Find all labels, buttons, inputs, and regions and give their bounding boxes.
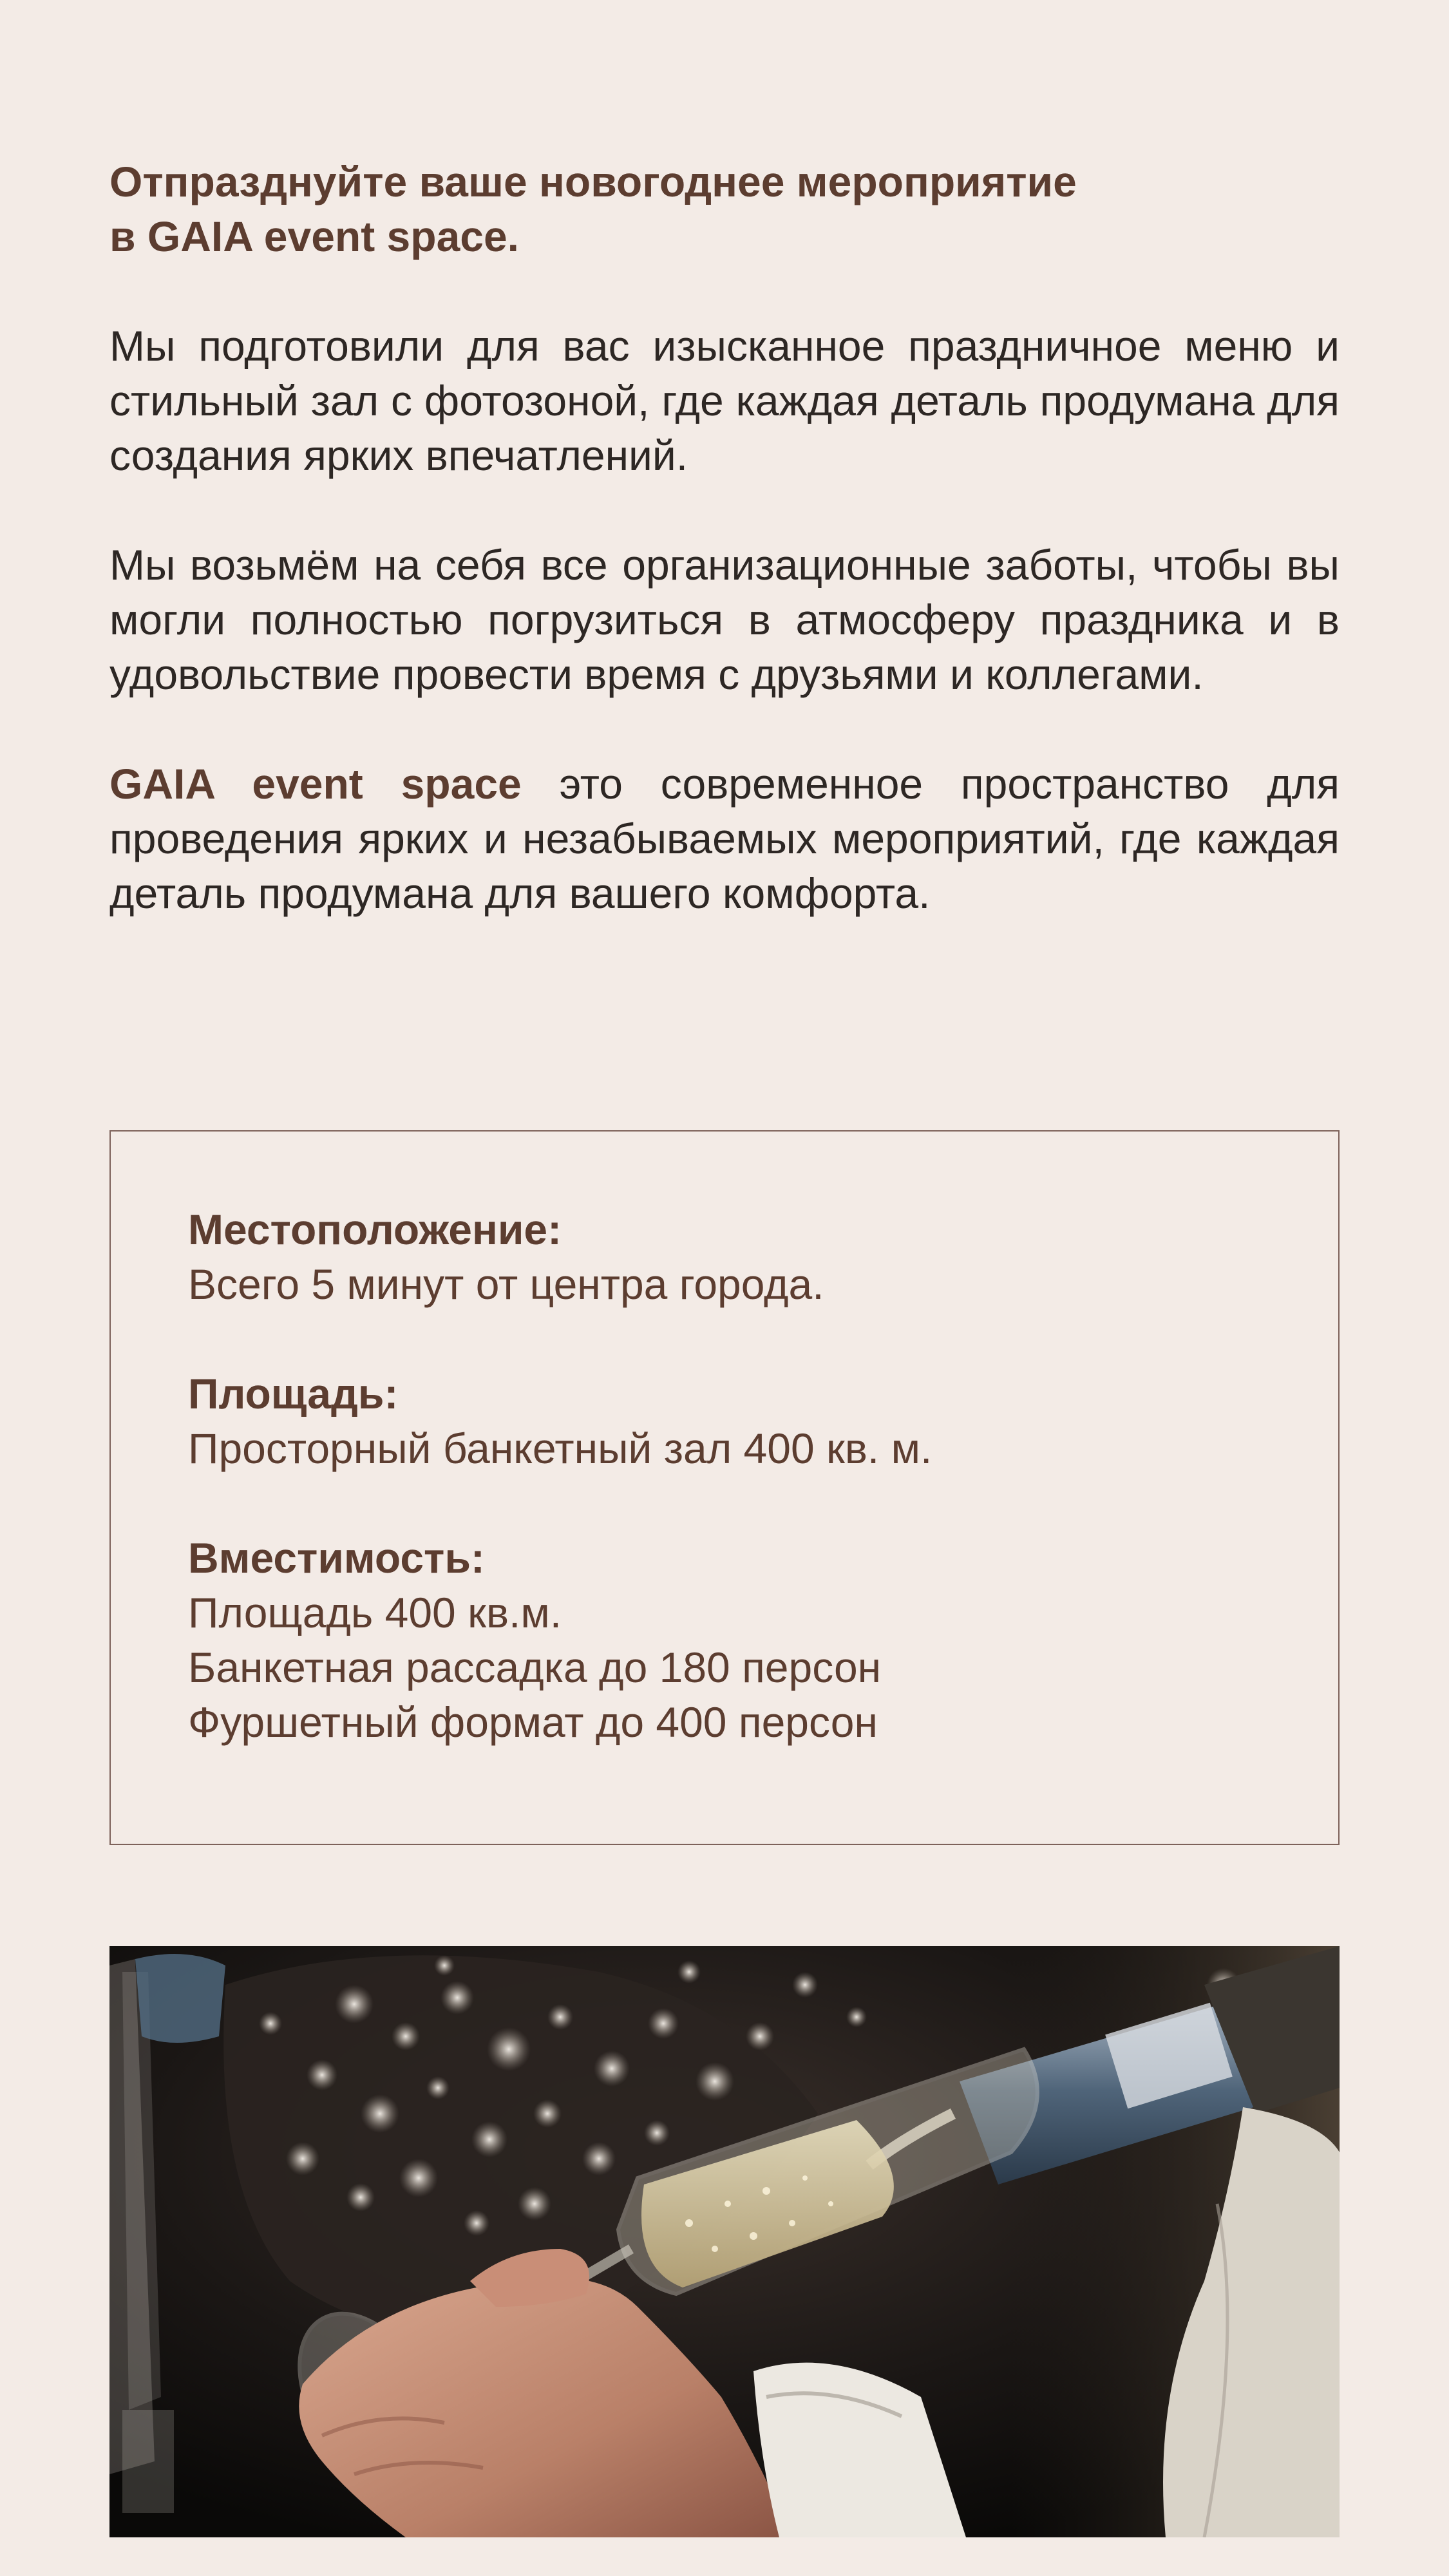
capacity-group (188, 1531, 932, 1750)
venue-info-box (109, 1130, 1340, 1845)
area-value: Просторный банкетный зал 400 кв. м. (188, 1425, 933, 1472)
area-label: Площадь: (188, 1370, 399, 1417)
venue-info-content (188, 1202, 932, 1804)
location-value: Всего 5 минут от центра города. (188, 1260, 824, 1308)
capacity-banquet: Банкетная рассадка до 180 персон (188, 1643, 882, 1691)
intro-heading-line1: Отпразднуйте ваше новогоднее мероприятие (109, 158, 1077, 205)
capacity-label: Вместимость: (188, 1534, 485, 1582)
photo-illustration (109, 1946, 1340, 2537)
intro-heading (109, 155, 1340, 264)
intro-paragraph-venue-text: это современное пространство для проведения ярких и незабываемых мероприятий, где каждая деталь продумана для вашего комфорта. (109, 760, 1340, 917)
location-label: Местоположение: (188, 1206, 562, 1253)
brand-name: GAIA event space (109, 760, 522, 808)
capacity-buffet: Фуршетный формат до 400 персон (188, 1698, 878, 1746)
capacity-area: Площадь 400 кв.м. (188, 1589, 562, 1636)
champagne-pour-photo (109, 1946, 1340, 2537)
area-group (188, 1367, 932, 1476)
intro-heading-line2: в GAIA event space. (109, 213, 520, 260)
intro-text (109, 155, 1340, 976)
location-group (188, 1202, 932, 1312)
intro-paragraph-menu: Мы подготовили для вас изысканное праздничное меню и стильный зал с фотозоной, где каждая деталь продумана для создания ярких впечатлений. (109, 322, 1340, 479)
intro-paragraph-venue (109, 757, 1340, 921)
intro-paragraph-organization: Мы возьмём на себя все организационные заботы, чтобы вы могли полностью погрузиться в атмосферу праздника и в удовольствие провести время с друзьями и коллегами. (109, 541, 1340, 698)
